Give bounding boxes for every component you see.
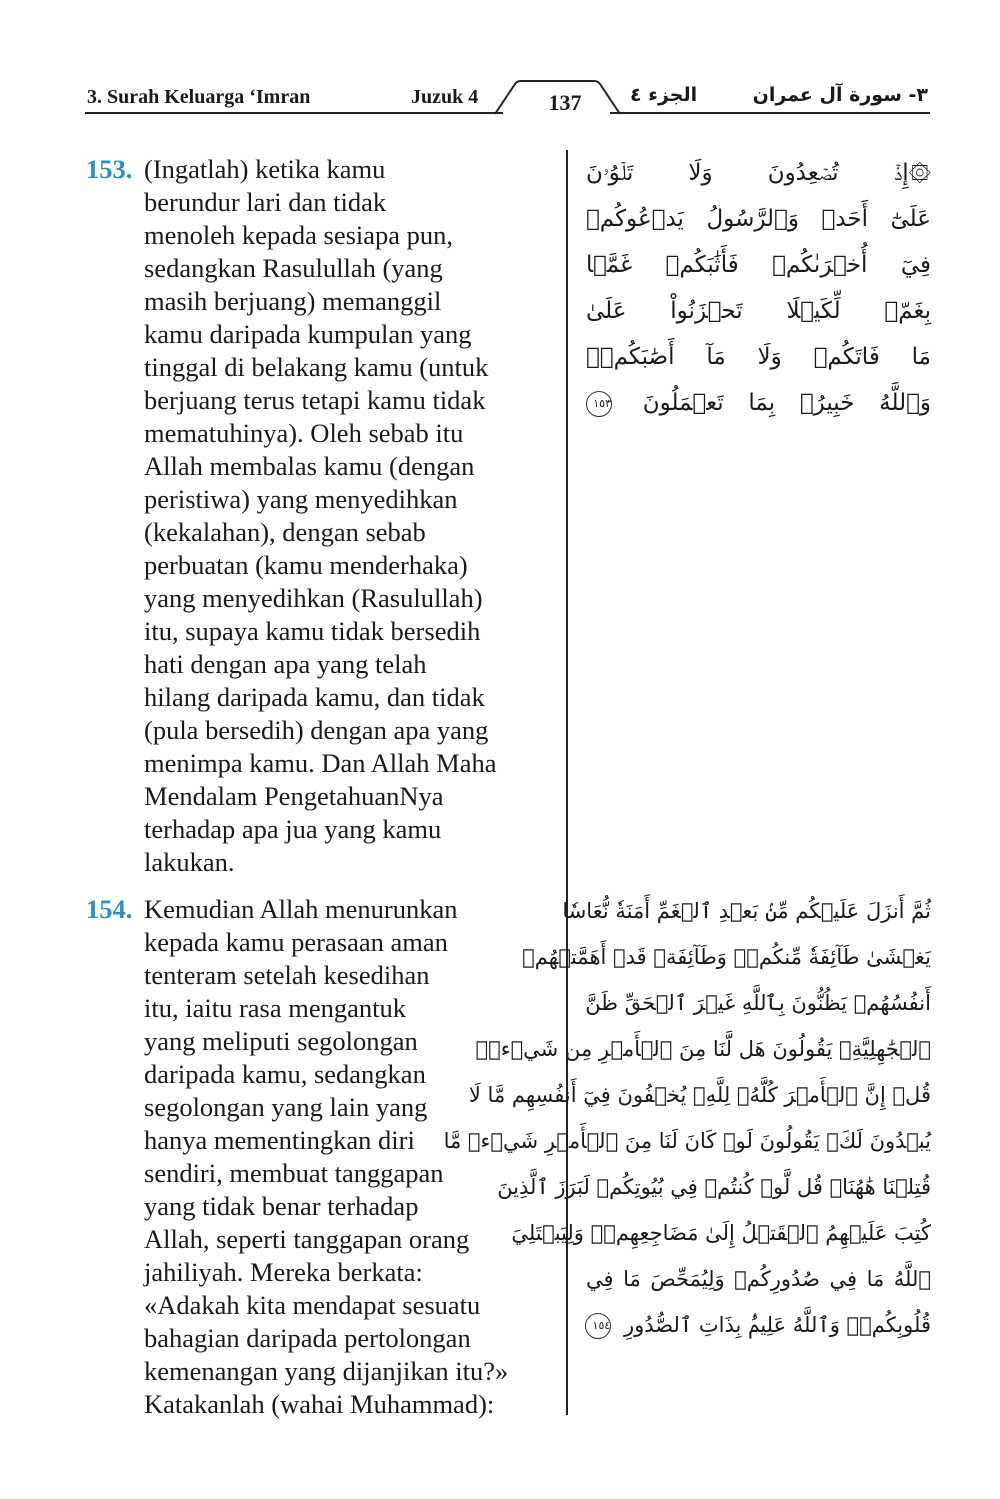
ayah-marker-icon: ١٥٣	[586, 391, 612, 417]
arabic-line: ٱللَّهُ مَا فِي صُدُورِكُمۡ وَلِيُمَحِّصَ مَا فِي	[586, 1267, 931, 1291]
verse-text: (Ingatlah) ketika kamu berundur lari dan tidak menoleh kepada sesiapa pun, sedangkan Rasulullah (yang masih berjuang) memanggil kamu daripada kumpulan yang tinggal di belakang kamu (untuk berjuang terus tetapi kamu tidak mematuhinya). Oleh sebab itu Allah membalas kamu (dengan peristiwa) yang menyedihkan (kekalahan), dengan sebab perbuatan (kamu menderhaka) yang menyedihkan (Rasulullah) itu, supaya kamu tidak bersedih hati dengan apa yang telah hilang daripada kamu, dan tidak (pula bersedih) dengan apa yang menimpa kamu. Dan Allah Maha Mendalam PengetahuanNya terhadap apa jua yang kamu lakukan.	[144, 154, 497, 877]
header-rule-right	[610, 112, 930, 114]
arabic-line: بِغَمّٖ لِّكَيۡلَا تَحۡزَنُواْ عَلَىٰ	[586, 298, 931, 324]
arabic-line: فِيٓ أُخۡرَىٰكُمۡ فَأَثَٰبَكُمۡ غَمَّۢا	[586, 252, 931, 278]
juz-arabic: الجزء ٤	[630, 84, 698, 106]
arabic-line: يَغۡشَىٰ طَآئِفَةٗ مِّنكُمۡۖ وَطَآئِفَةٞ قَدۡ أَهَمَّتۡهُمۡ	[522, 945, 931, 969]
verse-arabic-153	[586, 150, 931, 426]
verse-number: 154.	[86, 894, 133, 924]
arabic-line: يُبۡدُونَ لَكَۖ يَقُولُونَ لَوۡ كَانَ لَنَا مِنَ ٱلۡأَمۡرِ شَيۡءٞ مَّا	[443, 1129, 931, 1153]
surah-arabic-title: ٣- سورة آل عمران	[752, 84, 928, 106]
surah-title: 3. Surah Keluarga ‘Imran	[87, 86, 311, 108]
ayah-marker-icon: ١٥٤	[585, 1313, 611, 1339]
arabic-line: مَا فَاتَكُمۡ وَلَا مَآ أَصَٰبَكُمۡۗ	[586, 344, 931, 370]
arabic-line: كُتِبَ عَلَيۡهِمُ ٱلۡقَتۡلُ إِلَىٰ مَضَاجِعِهِمۡۖ وَلِيَبۡتَلِيَ	[511, 1221, 931, 1245]
verse-arabic-154	[443, 888, 931, 1348]
arabic-line-last	[586, 380, 931, 426]
arabic-line: قُتِلۡنَا هَٰهُنَاۗ قُل لَّوۡ كُنتُمۡ فِي بُيُوتِكُمۡ لَبَرَزَ ٱلَّذِينَ	[497, 1175, 931, 1199]
arabic-line: ۞إِذۡ تُصۡعِدُونَ وَلَا تَلۡوُۥنَ	[586, 160, 931, 186]
arabic-line: ٱلۡجَٰهِلِيَّةِۖ يَقُولُونَ هَل لَّنَا مِنَ ٱلۡأَمۡرِ مِن شَيۡءٖۗ	[475, 1037, 931, 1061]
page-header	[85, 80, 930, 132]
arabic-line-text: قُلُوبِكُمۡۚ وَٱللَّهُ عَلِيمُۢ بِذَاتِ ٱلصُّدُورِ	[623, 1313, 931, 1337]
page-number: 137	[548, 90, 582, 115]
verse-translation-153	[86, 153, 556, 879]
verse-number: 153.	[86, 154, 133, 184]
arabic-line: قُلۡ إِنَّ ٱلۡأَمۡرَ كُلَّهُۥ لِلَّهِۗ يُخۡفُونَ فِيٓ أَنفُسِهِم مَّا لَا	[468, 1083, 931, 1107]
arabic-line: أَنفُسُهُمۡ يَظُنُّونَ بِٱللَّهِ غَيۡرَ ٱلۡحَقِّ ظَنَّ	[585, 991, 931, 1015]
arabic-line-last	[586, 1302, 931, 1348]
arabic-line-text: وَٱللَّهُ خَبِيرُۢ بِمَا تَعۡمَلُونَ	[642, 390, 932, 416]
arabic-line: عَلَىٰٓ أَحَدٖ وَٱلرَّسُولُ يَدۡعُوكُمۡ	[586, 206, 931, 232]
juzuk-label: Juzuk 4	[411, 86, 479, 108]
verse-text: Kemudian Allah menurunkan kepada kamu perasaan aman tenteram setelah kesedihan itu, iaitu rasa mengantuk yang meliputi segolongan daripada kamu, sedangkan segolongan yang lain yang hanya mementingkan diri sendiri, membuat tanggapan yang tidak benar terhadap Allah, seperti tanggapan orang jahiliyah. Mereka berkata: «Adakah kita mendapat sesuatu bahagian daripada pertolongan kemenangan yang dijanjikan itu?» Katakanlah (wahai Muhammad):	[144, 894, 509, 1419]
header-rule-left	[85, 112, 503, 114]
arabic-line: ثُمَّ أَنزَلَ عَلَيۡكُم مِّنۢ بَعۡدِ ٱلۡغَمِّ أَمَنَةٗ نُّعَاسٗا	[562, 899, 931, 923]
